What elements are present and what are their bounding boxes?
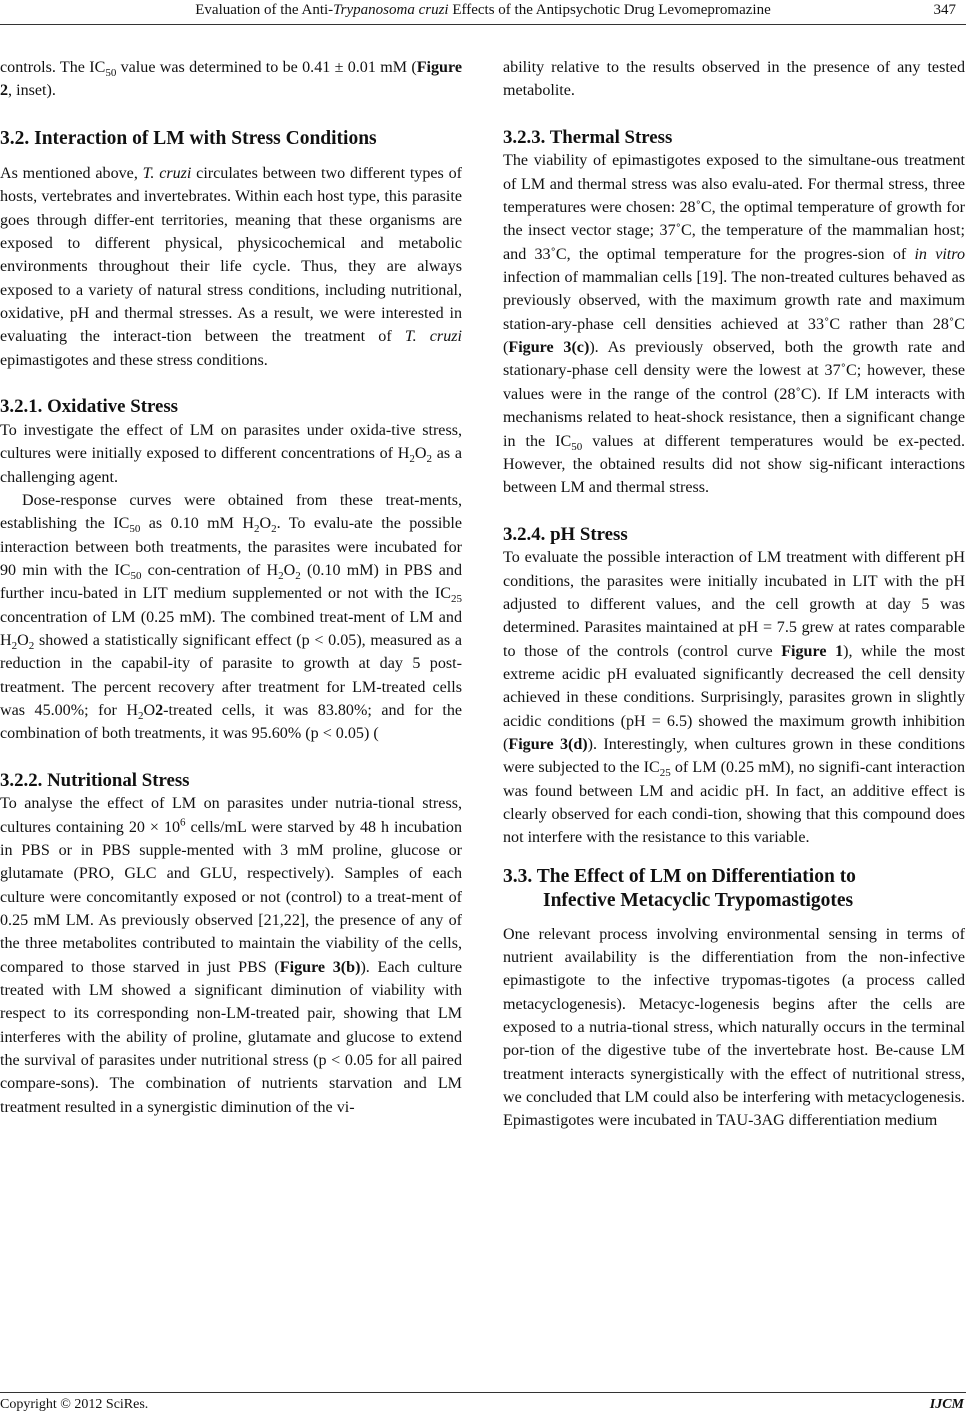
- figure-ref[interactable]: Figure 3(b): [279, 958, 361, 976]
- paragraph: To analyse the effect of LM on parasites under nutria-tional stress, cultures containing $20 \times 10^6$ cells/mL were starved by 48 h incubation in PBS or in PBS supple-mented with 3 mM proline, glucose or glutamate (PRO, GLC and GLU, respectively). Samples of each culture were concomitantly exposed or not (control) to a treat-ment of 0.25 mM LM. As previously observed [21,22], the presence of any of the three metabolites contributed to maintain the viability of the cells, compared to those starved in just PBS (Figure 3(b)). Each culture treated with LM showed a significant diminution of viability with respect to its corresponding non-LM-treated pair, showing that LM interferes with the ability of proline, glutamate and glucose to extend the survival of parasites under nutritional stress (p < 0.05 for all paired compare-sons). The combination of nutrients starvation and LM treatment resulted in a synergistic diminution of the vi-: [0, 795, 462, 1116]
- figure-ref[interactable]: 2: [155, 701, 164, 719]
- figure-ref[interactable]: Figure 3(c): [508, 339, 590, 357]
- section-heading: 3.2. Interaction of LM with Stress Conditions: [0, 128, 377, 150]
- journal-abbreviation: IJCM: [929, 1397, 964, 1412]
- title-species: Trypanosoma cruzi: [333, 2, 449, 18]
- paragraph: To evaluate the possible interaction of LM treatment with different pH conditions, the parasites were initially incubated in LIT with the pH adjusted to different values, and the cell growth at day 5 was determined. Parasites maintained at pH = 7.5 grew at rates comparable to those of the controls (control curve Figure 1), while the most extreme acidic pH evaluated significantly decreased the cell density achieved in these conditions. Surprisingly, parasites grown in slightly acidic conditions (pH = 6.5) showed the maximum growth inhibition (Figure 3(d)). Interestingly, when cultures grown in these conditions were subjected to the $IC_{25}$ of LM (0.25 mM), no signifi-cant interaction was found between LM and acidic pH. In fact, an additive effect is clearly observed for each condi-tion, showing that this compound does not interfere with the resistance to this variable.: [503, 549, 965, 847]
- paragraph: The viability of epimastigotes exposed to the simultane-ous treatment of LM and thermal stress was also evalu-ated. For thermal stress, three temperatures were chosen: 28˚C, the optimal temperature of growth for the insect vector stage; 37˚C, the temperature of the mammalian host; and 33˚C, the optimal temperature for the progres-sion of in vitro infection of mammalian cells [19]. The non-treated cultures behaved as previously observed, with the maximum growth rate and maximum station-ary-phase cell densities achieved at 33˚C rather than 28˚C (Figure 3(c)). As previously observed, both the growth rate and stationary-phase cell density were the lowest at 37˚C; however, these values were in the range of the control (28˚C). If LM interacts with mechanisms related to heat-shock resistance, then a significant change in the $IC_{50}$ values at different temperatures would be ex-pected. However, the obtained results did not show sig-nificant interactions between LM and thermal stress.: [503, 152, 965, 497]
- paragraph: ability relative to the results observed in the presence of any tested metabolite.: [503, 59, 965, 100]
- paragraph: As mentioned above, T. cruzi circulates between two different types of hosts, vertebrates and invertebrates. Within each host type, this parasite goes through differ-ent territories, meaning that these organisms are exposed to different physical, physicochemical and metabolic environments throughout their life cycle. Thus, they are always exposed to a variety of natural stress conditions, including nutritional, oxidative, pH and thermal stresses. As a result, we were interested in evaluating the interact-tion between the treatment of T. cruzi epimastigotes and these stress conditions.: [0, 165, 462, 369]
- left-column: [0, 56, 462, 1119]
- subsection-heading: 3.2.4. pH Stress: [503, 523, 628, 545]
- header-rule: [0, 24, 966, 25]
- paragraph: One relevant process involving environmental sensing in terms of nutrient availability is the differentiation from the non-infective epimastigote to the infective trypomas-tigotes (a process called metacyclogenesis). Metacyc-logenesis begins after the cells are exposed to a nutria-tional stress, which naturally occurs in the terminal por-tion of the digestive tube of the invertebrate host. Be-cause LM treatment interacts synergistically with the effect of nutritional stress, we concluded that LM could also be interfering with metacyclogenesis. Epimastigotes were incubated in TAU-3AG differentiation medium: [503, 925, 965, 1130]
- paragraph: controls. The $IC_{50}$ value was determined to be 0.41 ± 0.01 mM (Figure 2, inset).: [0, 59, 462, 100]
- page-number: 347: [933, 2, 956, 18]
- section-heading: 3.3. The Effect of LM on Differentiation to Infective Metacyclic Trypomastigotes: [503, 865, 856, 911]
- running-header: [0, 0, 966, 24]
- title-suffix: Effects of the Antipsychotic Drug Levomepromazine: [448, 2, 771, 18]
- figure-ref[interactable]: Figure 1: [781, 642, 844, 660]
- copyright-notice: Copyright © 2012 SciRes.: [0, 1397, 149, 1412]
- subsection-heading: 3.2.1. Oxidative Stress: [0, 396, 178, 418]
- running-title: [0, 2, 966, 19]
- figure-ref[interactable]: Figure 2: [0, 59, 462, 100]
- right-column: [503, 56, 965, 1133]
- paragraph: Dose-response curves were obtained from these treat-ments, establishing the $IC_{50}$ as 0.10 mM $H_2O_2$. To evalu-ate the possible interaction between both treatments, the parasites were incubated for 90 min with the $IC_{50}$ con-centration of $H_2O_2$ (0.10 mM) in PBS and further incu-bated in LIT medium supplemented or not with the $IC_{25}$ concentration of LM (0.25 mM). The combined treat-ment of LM and $H_2O_2$ showed a statistically significant effect (p < 0.05), measured as a reduction in the capabil-ity of parasite to growth at day 5 post-treatment. The percent recovery after treatment for LM-treated cells was 45.00%; for $H_2O2$-treated cells, it was 83.80%; and for the combination of both treatments, it was 95.60% (p < 0.05) (: [0, 491, 463, 743]
- subsection-heading: 3.2.3. Thermal Stress: [503, 127, 673, 149]
- subsection-heading: 3.2.2. Nutritional Stress: [0, 769, 190, 791]
- paragraph: To investigate the effect of LM on parasites under oxida-tive stress, cultures were initially exposed to different concentrations of $H_2O_2$ as a challenging agent.: [0, 421, 462, 486]
- title-prefix: Evaluation of the Anti-: [195, 2, 334, 18]
- figure-ref[interactable]: Figure 3(d): [508, 735, 588, 753]
- page-footer: [0, 1392, 966, 1416]
